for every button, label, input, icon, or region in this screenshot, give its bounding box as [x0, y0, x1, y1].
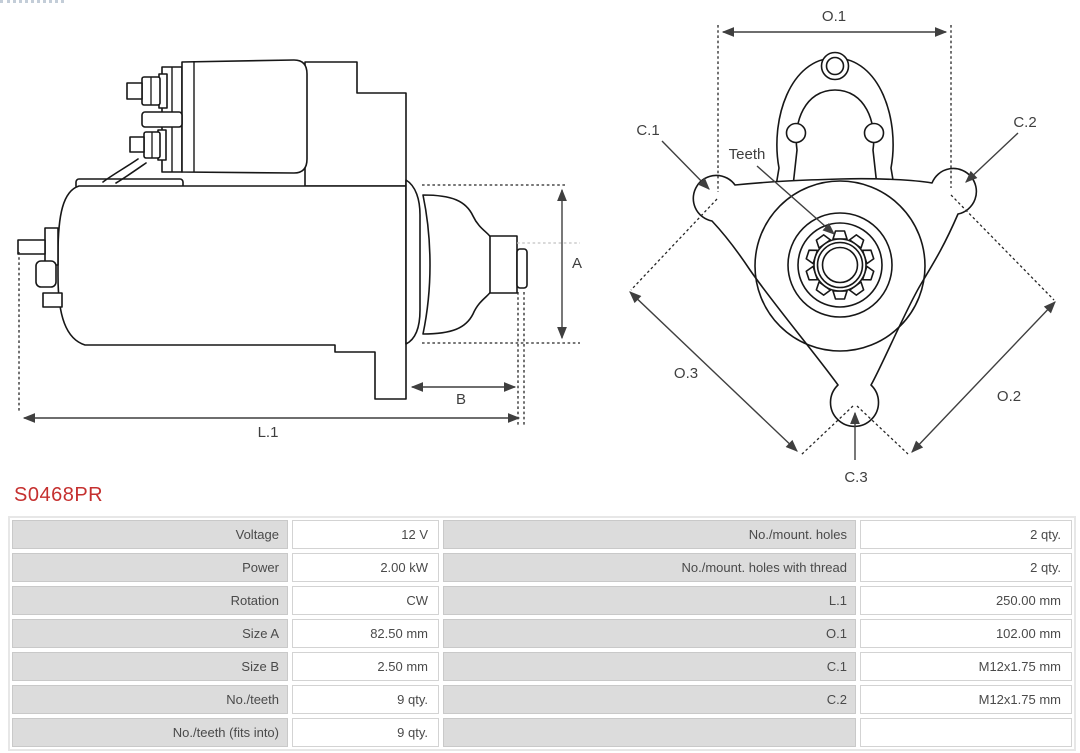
spec-value: M12x1.75 mm	[860, 685, 1072, 714]
spec-label: Size B	[12, 652, 288, 681]
dim-o2-ext-bottom	[857, 406, 908, 454]
pinion-cap	[517, 249, 527, 288]
spec-label: Size A	[12, 619, 288, 648]
drive-housing-bracket	[305, 62, 406, 186]
c2-leader	[966, 133, 1018, 182]
drive-end-bell	[423, 195, 491, 334]
motor-body	[58, 186, 406, 399]
left-stud-thread	[18, 240, 45, 254]
spec-label: No./teeth	[12, 685, 288, 714]
spec-label	[443, 718, 856, 747]
spec-label: L.1	[443, 586, 856, 615]
solenoid-cylinder	[182, 60, 307, 173]
spec-value: 102.00 mm	[860, 619, 1072, 648]
dim-o2-line	[912, 302, 1055, 452]
spec-value: 2 qty.	[860, 520, 1072, 549]
spec-label: Rotation	[12, 586, 288, 615]
spec-value: 250.00 mm	[860, 586, 1072, 615]
spec-value: 82.50 mm	[292, 619, 439, 648]
dim-label-l1: L.1	[257, 424, 279, 441]
spec-value: 9 qty.	[292, 718, 439, 747]
shaft-bore-circle	[823, 248, 858, 283]
spec-table	[8, 516, 1076, 751]
spec-label: No./mount. holes with thread	[443, 553, 856, 582]
spec-value: M12x1.75 mm	[860, 652, 1072, 681]
upper-terminal-thread	[127, 83, 142, 99]
front-view-drawing	[630, 8, 1055, 486]
left-lower-thread	[43, 293, 62, 307]
spec-value: 12 V	[292, 520, 439, 549]
lower-terminal-thread	[130, 137, 144, 152]
left-stud-plate	[45, 228, 58, 265]
spec-value: 2.50 mm	[292, 652, 439, 681]
spec-value: 2 qty.	[860, 553, 1072, 582]
spec-value	[860, 718, 1072, 747]
spec-label: No./mount. holes	[443, 520, 856, 549]
spec-value: CW	[292, 586, 439, 615]
pinion-gear	[490, 236, 517, 293]
side-view-drawing	[18, 60, 582, 441]
spec-label: Voltage	[12, 520, 288, 549]
c1-leader	[662, 141, 709, 189]
spec-label: No./teeth (fits into)	[12, 718, 288, 747]
terminal-strap	[142, 112, 182, 127]
label-c1: C.1	[636, 122, 660, 139]
part-number: S0468PR	[14, 484, 104, 506]
dim-o2-ext-hole	[951, 195, 1054, 300]
dim-label-a: A	[572, 255, 583, 272]
left-mid-tab	[36, 261, 56, 287]
dim-label-o3: O.3	[673, 365, 699, 382]
spec-label: C.1	[443, 652, 856, 681]
arch-right-hole	[865, 124, 884, 143]
dim-label-o2: O.2	[996, 388, 1022, 405]
spec-value: 9 qty.	[292, 685, 439, 714]
spec-label: Power	[12, 553, 288, 582]
dim-label-o1: O.1	[821, 8, 847, 25]
arch-left-hole	[787, 124, 806, 143]
drive-end-bulge	[406, 180, 420, 344]
dim-label-b: B	[455, 391, 467, 408]
label-teeth: Teeth	[728, 146, 766, 163]
dim-o3-ext-bottom	[801, 406, 853, 455]
arch-top-hole	[827, 58, 844, 75]
label-c2: C.2	[1013, 114, 1037, 131]
label-c3: C.3	[844, 469, 868, 486]
spec-label: O.1	[443, 619, 856, 648]
spec-value: 2.00 kW	[292, 553, 439, 582]
spec-label: C.2	[443, 685, 856, 714]
